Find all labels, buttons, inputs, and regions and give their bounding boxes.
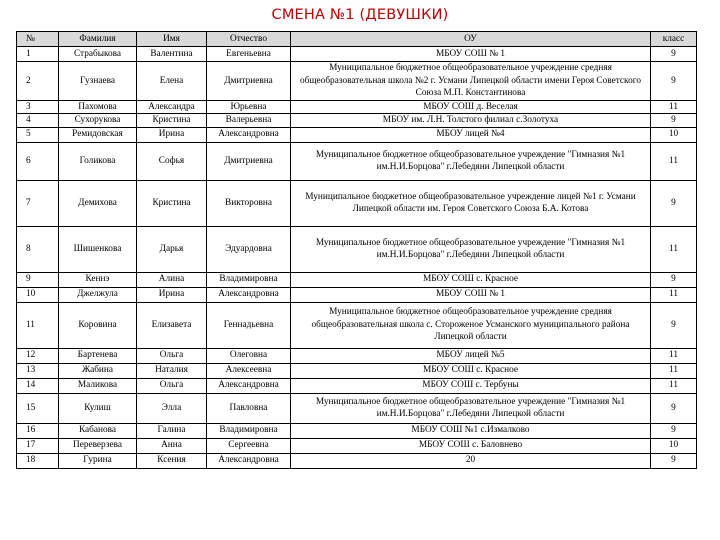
row-num: 17 [17, 438, 59, 453]
header-name: Имя [137, 32, 207, 47]
row-name: Софья [137, 142, 207, 180]
participants-table [16, 31, 697, 469]
row-patronymic: Александровна [207, 287, 291, 302]
row-name: Ксения [137, 453, 207, 468]
row-ou: Муниципальное бюджетное общеобразовательное учреждение "Гимназия №1 им.Н.И.Борцова" г.Лебедяни Липецкой области [291, 393, 651, 423]
row-ou: МБОУ СОШ № 1 [291, 47, 651, 62]
table-row [17, 302, 697, 348]
row-name: Кристина [137, 180, 207, 226]
header-ou: ОУ [291, 32, 651, 47]
row-surname: Демихова [59, 180, 137, 226]
row-name: Елизавета [137, 302, 207, 348]
row-ou: МБОУ лицей №5 [291, 348, 651, 363]
row-surname: Жабина [59, 363, 137, 378]
row-ou: МБОУ СОШ с. Красное [291, 272, 651, 287]
row-patronymic: Александровна [207, 378, 291, 393]
row-class: 9 [651, 272, 697, 287]
row-patronymic: Викторовна [207, 180, 291, 226]
table-row [17, 62, 697, 101]
row-patronymic: Дмитриевна [207, 142, 291, 180]
row-patronymic: Александровна [207, 453, 291, 468]
row-patronymic: Юрьевна [207, 100, 291, 114]
row-num: 6 [17, 142, 59, 180]
row-ou: МБОУ лицей №4 [291, 127, 651, 142]
row-surname: Сухорукова [59, 114, 137, 128]
row-patronymic: Павловна [207, 393, 291, 423]
row-patronymic: Геннадьевна [207, 302, 291, 348]
row-patronymic: Дмитриевна [207, 62, 291, 101]
row-num: 5 [17, 127, 59, 142]
row-name: Ирина [137, 287, 207, 302]
row-name: Галина [137, 423, 207, 438]
row-num: 18 [17, 453, 59, 468]
table-row [17, 363, 697, 378]
header-class: класс [651, 32, 697, 47]
row-name: Анна [137, 438, 207, 453]
row-name: Александра [137, 100, 207, 114]
table-row [17, 287, 697, 302]
row-name: Элла [137, 393, 207, 423]
row-name: Дарья [137, 226, 207, 272]
row-surname: Кеннэ [59, 272, 137, 287]
row-class: 9 [651, 423, 697, 438]
row-num: 2 [17, 62, 59, 101]
row-surname: Голикова [59, 142, 137, 180]
row-name: Алина [137, 272, 207, 287]
table-row [17, 453, 697, 468]
row-surname: Пахомова [59, 100, 137, 114]
row-class: 11 [651, 226, 697, 272]
row-num: 13 [17, 363, 59, 378]
row-ou: МБОУ СОШ № 1 [291, 287, 651, 302]
row-num: 10 [17, 287, 59, 302]
row-num: 9 [17, 272, 59, 287]
table-row [17, 378, 697, 393]
row-surname: Страбыкова [59, 47, 137, 62]
row-patronymic: Владимировна [207, 272, 291, 287]
table-row [17, 47, 697, 62]
table-row [17, 180, 697, 226]
table-row [17, 423, 697, 438]
row-class: 11 [651, 287, 697, 302]
table-row [17, 438, 697, 453]
row-class: 10 [651, 438, 697, 453]
row-num: 7 [17, 180, 59, 226]
row-ou: Муниципальное бюджетное общеобразовательное учреждение средняя общеобразовательная школа с. Стороженое Усманского муниципального района Липецкой области [291, 302, 651, 348]
page-title: СМЕНА №1 (ДЕВУШКИ) [271, 7, 449, 23]
row-ou: МБОУ СОШ с. Тербуны [291, 378, 651, 393]
row-surname: Переверзева [59, 438, 137, 453]
table-row [17, 226, 697, 272]
header-surname: Фамилия [59, 32, 137, 47]
row-num: 16 [17, 423, 59, 438]
row-num: 15 [17, 393, 59, 423]
row-class: 11 [651, 142, 697, 180]
header-num: № [17, 32, 59, 47]
row-name: Ольга [137, 378, 207, 393]
header-patronymic: Отчество [207, 32, 291, 47]
row-ou: МБОУ СОШ №1 с.Измалково [291, 423, 651, 438]
row-patronymic: Олеговна [207, 348, 291, 363]
row-class: 9 [651, 302, 697, 348]
row-ou: Муниципальное бюджетное общеобразовательное учреждение "Гимназия №1 им.Н.И.Борцова" г.Лебедяни Липецкой области [291, 226, 651, 272]
row-patronymic: Евгеньевна [207, 47, 291, 62]
row-ou: МБОУ им. Л.Н. Толстого филиал с.Золотуха [291, 114, 651, 128]
row-patronymic: Валерьевна [207, 114, 291, 128]
row-patronymic: Сергеевна [207, 438, 291, 453]
row-class: 9 [651, 114, 697, 128]
row-ou: Муниципальное бюджетное общеобразовательное учреждение лицей №1 г. Усмани Липецкой области им. Героя Советского Союза Б.А. Котова [291, 180, 651, 226]
row-num: 12 [17, 348, 59, 363]
row-surname: Ремидовская [59, 127, 137, 142]
row-class: 9 [651, 62, 697, 101]
row-surname: Кулиш [59, 393, 137, 423]
row-num: 4 [17, 114, 59, 128]
table-row [17, 272, 697, 287]
row-num: 3 [17, 100, 59, 114]
row-class: 9 [651, 180, 697, 226]
row-ou: МБОУ СОШ д. Веселая [291, 100, 651, 114]
row-class: 11 [651, 363, 697, 378]
row-surname: Джелжула [59, 287, 137, 302]
row-num: 8 [17, 226, 59, 272]
row-surname: Кабанова [59, 423, 137, 438]
row-name: Ольга [137, 348, 207, 363]
row-name: Елена [137, 62, 207, 101]
table-row [17, 114, 697, 128]
table-row [17, 127, 697, 142]
row-ou: Муниципальное бюджетное общеобразовательное учреждение средняя общеобразовательная школа №2 г. Усмани Липецкой области имени Героя Советского Союза М.П. Константинова [291, 62, 651, 101]
row-class: 9 [651, 393, 697, 423]
row-class: 11 [651, 348, 697, 363]
row-name: Наталия [137, 363, 207, 378]
row-surname: Маликова [59, 378, 137, 393]
row-class: 11 [651, 378, 697, 393]
row-ou: МБОУ СОШ с. Баловнево [291, 438, 651, 453]
row-num: 1 [17, 47, 59, 62]
row-ou: 20 [291, 453, 651, 468]
row-num: 11 [17, 302, 59, 348]
row-class: 11 [651, 100, 697, 114]
table-row [17, 100, 697, 114]
row-surname: Коровина [59, 302, 137, 348]
table-row [17, 142, 697, 180]
table-header-row [17, 32, 697, 47]
row-ou: Муниципальное бюджетное общеобразовательное учреждение "Гимназия №1 им.Н.И.Борцова" г.Лебедяни Липецкой области [291, 142, 651, 180]
row-class: 9 [651, 453, 697, 468]
row-ou: МБОУ СОШ с. Красное [291, 363, 651, 378]
row-class: 9 [651, 47, 697, 62]
row-class: 10 [651, 127, 697, 142]
row-surname: Гузнаева [59, 62, 137, 101]
row-surname: Шишенкова [59, 226, 137, 272]
row-patronymic: Эдуардовна [207, 226, 291, 272]
row-surname: Бартенева [59, 348, 137, 363]
table-row [17, 393, 697, 423]
row-name: Ирина [137, 127, 207, 142]
row-surname: Гурина [59, 453, 137, 468]
row-name: Валентина [137, 47, 207, 62]
table-row [17, 348, 697, 363]
row-num: 14 [17, 378, 59, 393]
row-patronymic: Алексеевна [207, 363, 291, 378]
row-patronymic: Александровна [207, 127, 291, 142]
row-name: Кристина [137, 114, 207, 128]
row-patronymic: Владимировна [207, 423, 291, 438]
